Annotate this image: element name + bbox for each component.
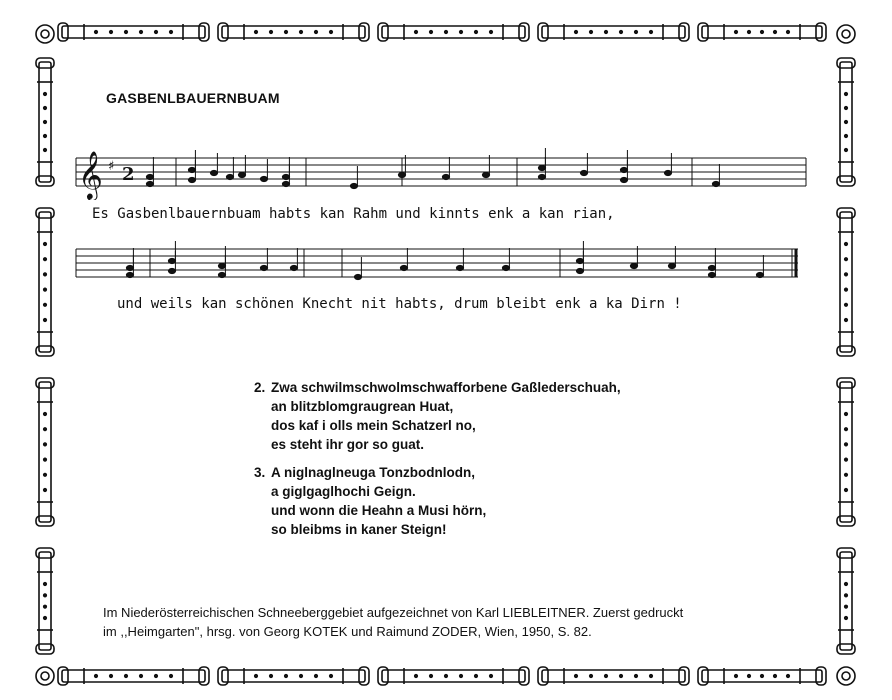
flute-icon [378, 23, 529, 41]
music-note-icon [354, 257, 361, 280]
music-note-icon [400, 248, 407, 271]
flute-icon [698, 23, 826, 41]
key-signature-icon: ♯ [108, 159, 115, 174]
lyric-line-1: Es Gasbenlbauernbuam habts kan Rahm und kinnts enk a kan rian, [92, 206, 615, 222]
music-note-icon [708, 248, 715, 271]
music-note-icon [226, 157, 233, 180]
flute-icon [218, 23, 369, 41]
music-note-icon [664, 153, 671, 176]
footnote-line: Im Niederösterreichischen Schneeberggebiet aufgezeichnet von Karl LIEBLEITNER. Zuerst gedruckt [103, 605, 684, 620]
verse-line: so bleibms in kaner Steign! [271, 522, 447, 537]
verse-line: a giglgaglhochi Geign. [271, 484, 416, 499]
flute-icon [538, 23, 689, 41]
music-note-icon [576, 241, 583, 264]
corner-ring-icon [36, 667, 54, 685]
flute-icon [837, 378, 855, 526]
flute-icon [837, 208, 855, 356]
music-note-icon [620, 150, 627, 173]
time-signature-icon: 2 [122, 164, 135, 185]
song-title: GASBENLBAUERNBUAM [106, 90, 280, 106]
lyric-line-2: und weils kan schönen Knecht nit habts, drum bleibt enk a ka Dirn ! [117, 296, 682, 312]
flute-icon [36, 208, 54, 356]
verse-3 [254, 463, 486, 539]
music-note-icon [126, 248, 133, 271]
music-note-icon [580, 153, 587, 176]
footnote-line: im ,,Heimgarten", hrsg. von Georg KOTEK und Raimund ZODER, Wien, 1950, S. 82. [103, 624, 592, 639]
treble-clef-icon: 𝄞 [78, 150, 103, 199]
corner-ring-icon [36, 25, 54, 43]
verse-number: 2. [254, 380, 266, 395]
verse-line: und wonn die Heahn a Musi hörn, [271, 503, 487, 518]
corner-ring-icon [837, 667, 855, 685]
music-note-icon [456, 248, 463, 271]
verse-line: an blitzblomgraugrean Huat, [271, 399, 454, 414]
music-note-icon [210, 153, 217, 176]
flute-icon [36, 58, 54, 186]
music-note-icon [188, 150, 195, 173]
flute-icon [698, 667, 826, 685]
verse-2 [254, 378, 621, 454]
music-note-icon [442, 157, 449, 180]
flute-icon [837, 548, 855, 654]
music-staff-line-2 [72, 231, 812, 291]
music-note-icon [282, 157, 289, 180]
flute-icon [58, 23, 209, 41]
flute-icon [58, 667, 209, 685]
flute-icon [36, 378, 54, 526]
verse-line: 3. A niglnaglneuga Tonzbodnlodn, [254, 465, 475, 480]
verse-line: es steht ihr gor so guat. [271, 437, 425, 452]
verse-line: dos kaf i olls mein Schatzerl no, [271, 418, 476, 433]
music-staff-line-1 [72, 140, 812, 200]
music-note-icon [290, 248, 297, 271]
music-note-icon [146, 157, 153, 180]
flute-icon [36, 548, 54, 654]
music-note-icon [168, 241, 175, 264]
flute-icon [378, 667, 529, 685]
music-note-icon [502, 248, 509, 271]
music-note-icon [538, 148, 545, 171]
verse-line: 2. Zwa schwilmschwolmschwafforbene Gaßlederschuah, [254, 380, 621, 395]
flute-icon [538, 667, 689, 685]
music-note-icon [712, 164, 719, 187]
verse-number: 3. [254, 465, 266, 480]
corner-ring-icon [837, 25, 855, 43]
music-note-icon [260, 248, 267, 271]
music-note-icon [350, 166, 357, 189]
flute-icon [837, 58, 855, 186]
flute-icon [218, 667, 369, 685]
source-footnote [103, 603, 683, 641]
music-note-icon [756, 255, 763, 278]
music-note-icon [260, 159, 267, 182]
